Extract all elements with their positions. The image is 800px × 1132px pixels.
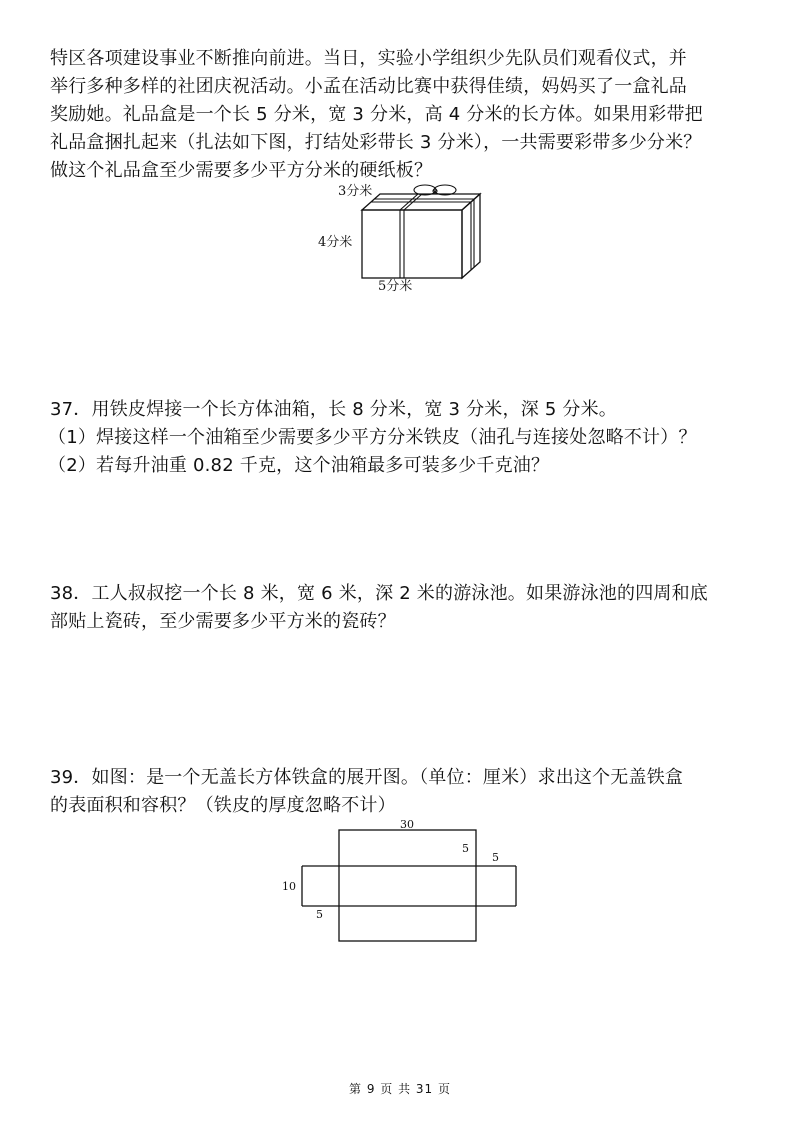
intro-line-3: 奖励她。礼品盒是一个长 5 分米，宽 3 分米，高 4 分米的长方体。如果用彩带把 [50,104,703,125]
page-number: 第 9 页 共 31 页 [349,1082,451,1096]
intro-line-2: 举行多种多样的社团庆祝活动。小孟在活动比赛中获得佳绩，妈妈买了一盒礼品 [50,76,687,97]
label-10: 10 [282,880,296,893]
q37-line-2: （1）焊接这样一个油箱至少需要多少平方分米铁皮（油孔与连接处忽略不计）？ [48,427,697,448]
label-5-top: 5 [462,842,469,855]
q37-line-3: （2）若每升油重 0.82 千克，这个油箱最多可装多少千克油？ [48,455,550,476]
q38-line-1: 38．工人叔叔挖一个长 8 米，宽 6 米，深 2 米的游泳池。如果游泳池的四周和底 [50,583,708,604]
gift-box-figure [300,180,500,295]
box-net-figure [270,812,530,947]
label-length: 5分米 [378,279,413,294]
label-ribbon-knot: 3分米 [338,184,373,199]
label-height: 4分米 [318,235,353,250]
label-5-left: 5 [316,908,323,921]
label-5-right: 5 [492,851,499,864]
net-outline [339,830,476,941]
intro-line-4: 礼品盒捆扎起来（扎法如下图，打结处彩带长 3 分米），一共需要彩带多少分米？ [50,132,702,153]
label-30: 30 [400,818,414,831]
intro-line-1: 特区各项建设事业不断推向前进。当日，实验小学组织少先队员们观看仪式，并 [50,48,687,69]
q39-line-2: 的表面积和容积？（铁皮的厚度忽略不计） [50,795,396,816]
q37-line-1: 37．用铁皮焊接一个长方体油箱，长 8 分米，宽 3 分米，深 5 分米。 [50,399,617,420]
q38-line-2: 部贴上瓷砖，至少需要多少平方米的瓷砖？ [50,611,396,632]
box-front-face [362,210,462,278]
q39-line-1: 39．如图：是一个无盖长方体铁盒的展开图。（单位：厘米）求出这个无盖铁盒 [50,767,684,788]
intro-line-5: 做这个礼品盒至少需要多少平方分米的硬纸板？ [50,160,433,181]
